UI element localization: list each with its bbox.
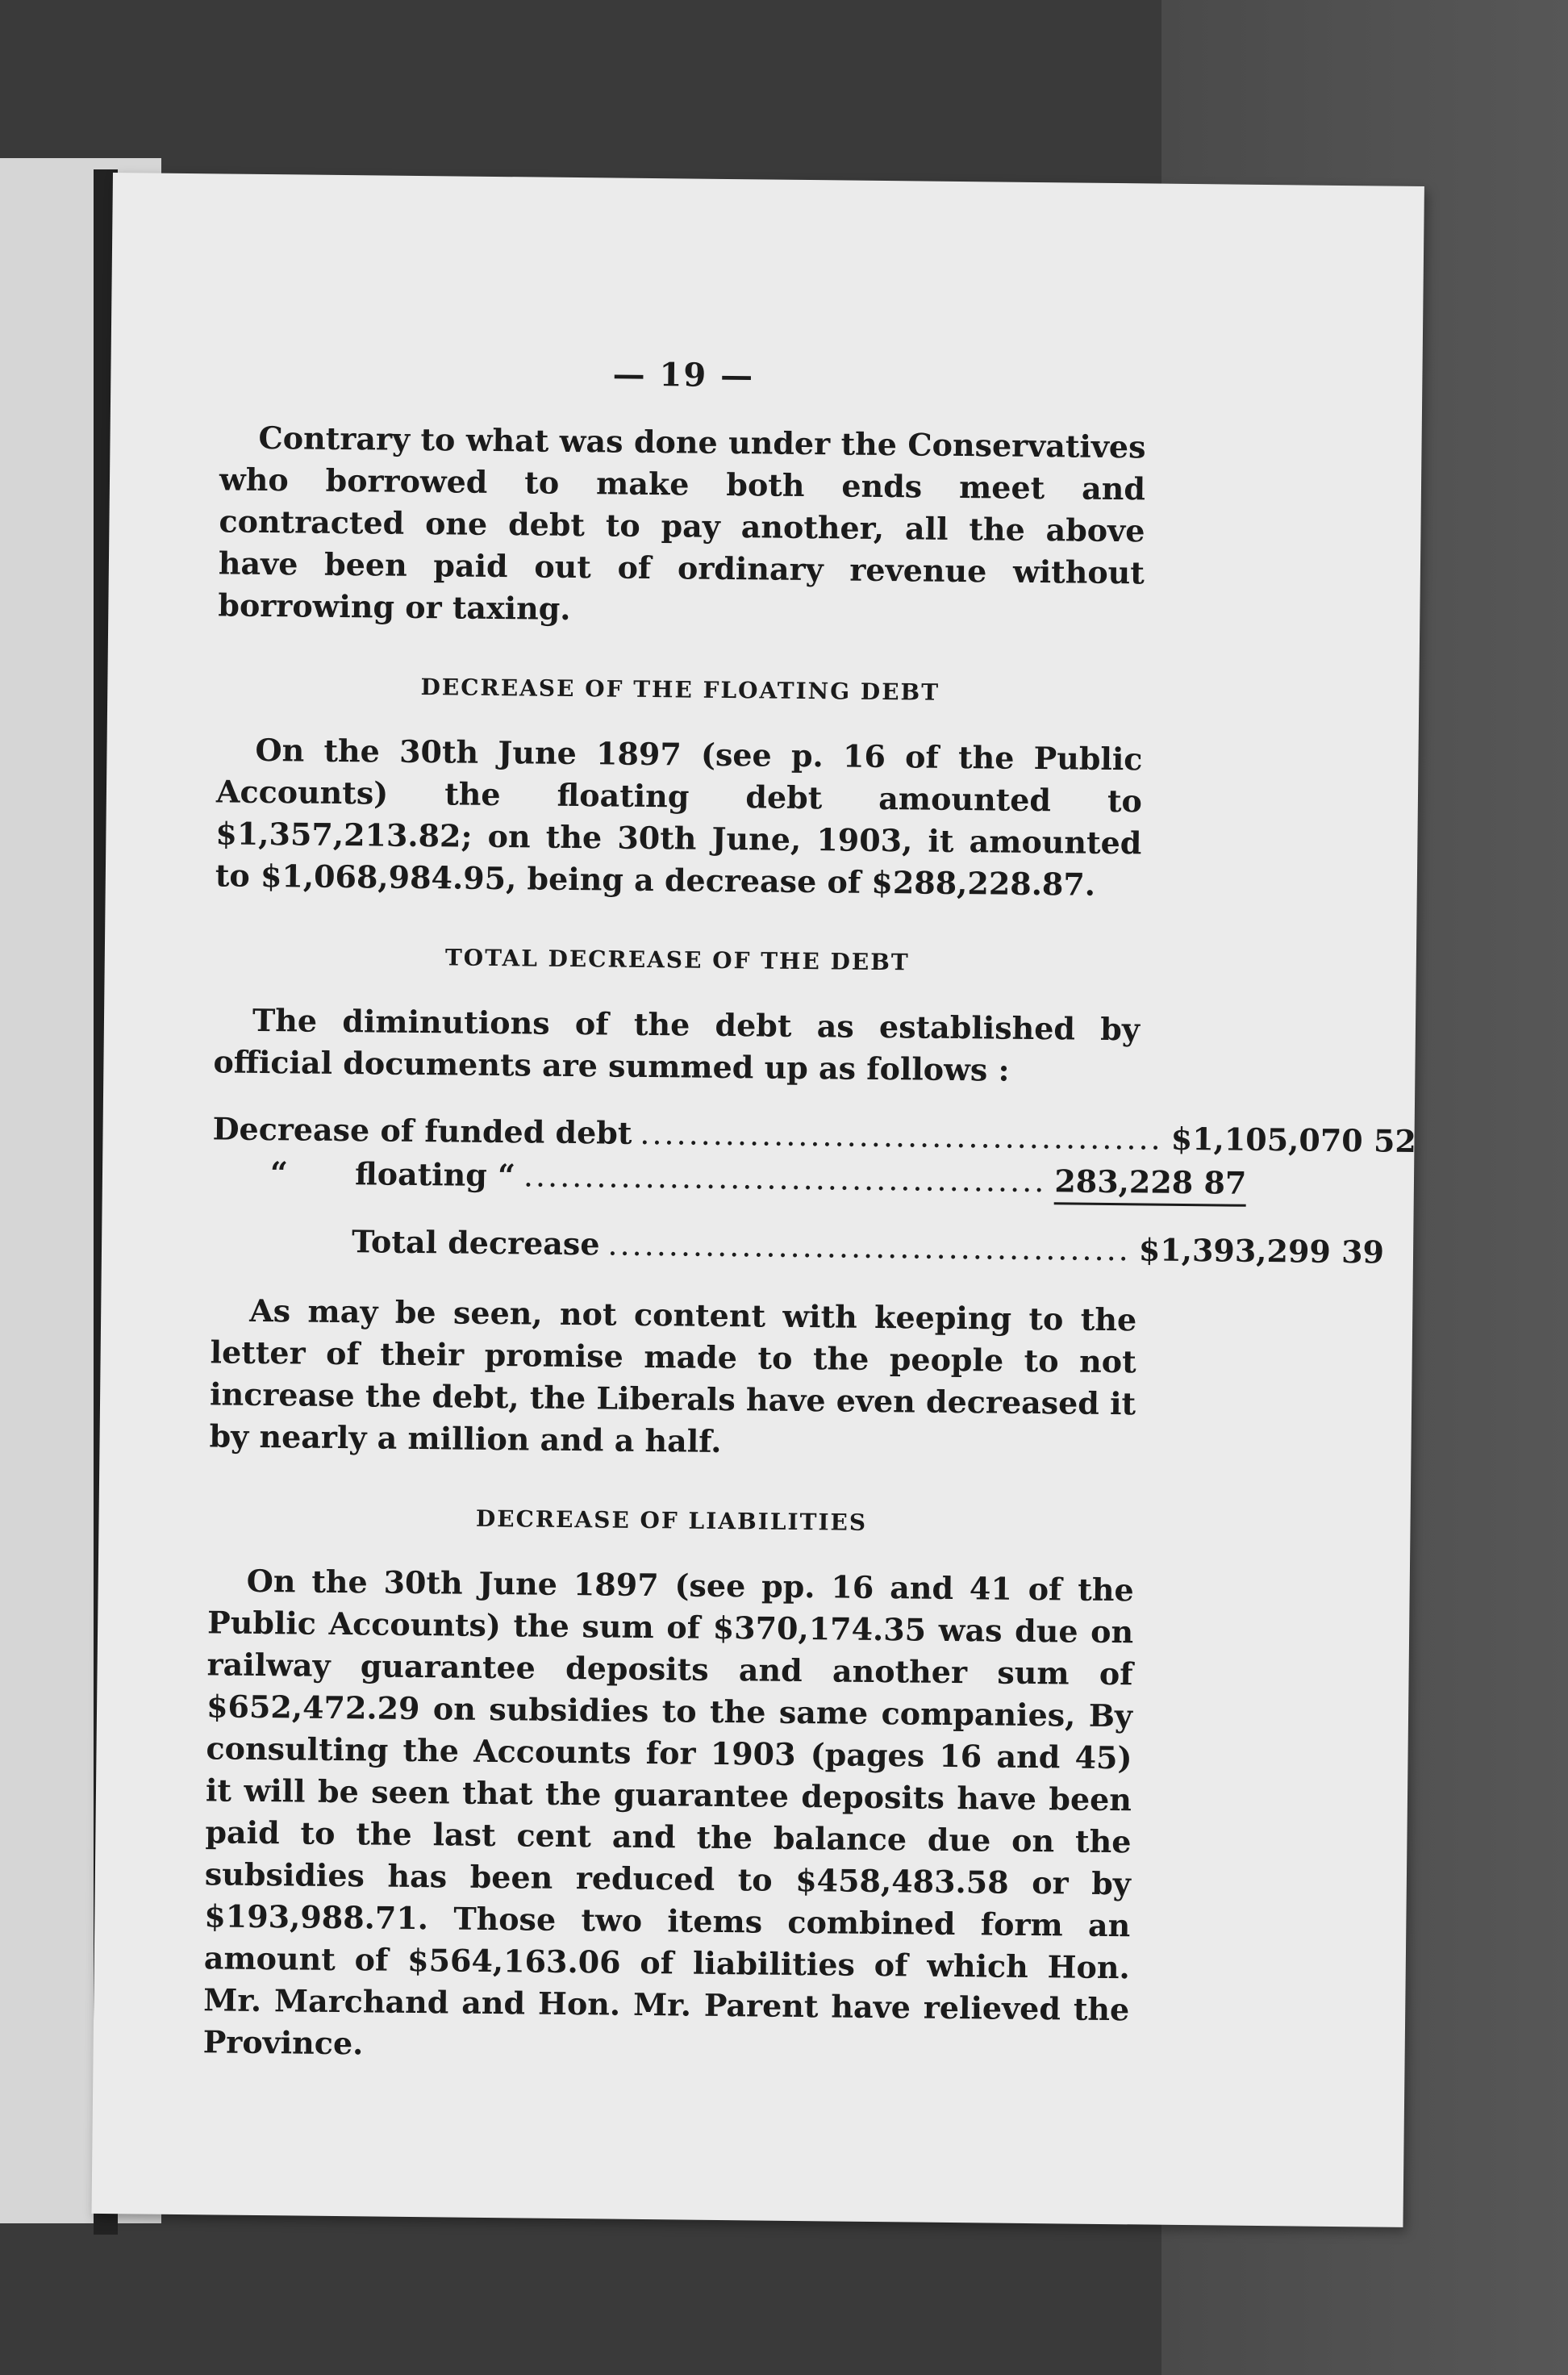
paragraph-conservatives: Contrary to what was done under the Conservatives who borrowed to make both ends meet and contracted one debt to pay another, all the above have been paid out of ordinary revenue without borrowing or taxing. (218, 419, 1146, 627)
paragraph-liberals: As may be seen, not content with keeping to the letter of their promise made to the people to not increase the debt, the Liberals have even decreased it by nearly a million and a half. (209, 1292, 1137, 1459)
heading-total-decrease: TOTAL DECREASE OF THE DEBT (444, 944, 910, 976)
ditto-mark: “ (497, 1157, 516, 1194)
floating-word: floating (354, 1155, 488, 1193)
ledger-amount-funded: $1,105,070 52 (1170, 1120, 1417, 1159)
dot-leader: ........................................... (523, 1158, 1047, 1200)
ledger-label-funded: Decrease of funded debt (212, 1110, 632, 1151)
page-content (202, 351, 1417, 2072)
ledger-amount-floating: 283,228 87 (1054, 1162, 1247, 1206)
heading-floating-debt: DECREASE OF THE FLOATING DEBT (420, 674, 940, 706)
paragraph-diminutions: The diminutions of the debt as established by official documents are summed up as follows : (213, 1001, 1141, 1088)
heading-liabilities: DECREASE OF LIABILITIES (475, 1505, 868, 1536)
page-number: — 19 — (612, 355, 755, 395)
ditto-mark: “ (269, 1154, 289, 1192)
dot-leader: ........................................... (607, 1226, 1132, 1268)
paragraph-floating-debt: On the 30th June 1897 (see p. 16 of the Public Accounts) the floating debt amounted to $1,357,213.82; on the 30th June, 1903, it amounted to $1,068,984.95, being a decrease of $288,228.87. (215, 731, 1143, 903)
document-page (92, 173, 1424, 2227)
paragraph-liabilities: On the 30th June 1897 (see pp. 16 and 41 of the Public Accounts) the sum of $370,174.35 was due on railway guarantee deposits and another sum of $652,472.29 on subsidies to the same companies, By consulting the Accounts for 1903 (pages 16 and 45) it will be seen that the guarantee deposits have been paid to the last cent and the balance due on the subsidies has been reduced to $458,483.58 or by $193,988.71. Those two items combined form an amount of $564,163.06 of liabilities of which Hon. Mr. Marchand and Hon. Mr. Parent have relieved the Province. (202, 1562, 1134, 2062)
ledger-amount-total: $1,393,299 39 (1138, 1231, 1385, 1271)
ledger-label-floating (270, 1154, 515, 1193)
debt-ledger (211, 1110, 1417, 1275)
dot-leader: ........................................... (640, 1115, 1163, 1157)
ledger-label-total: Total decrease (351, 1223, 600, 1263)
